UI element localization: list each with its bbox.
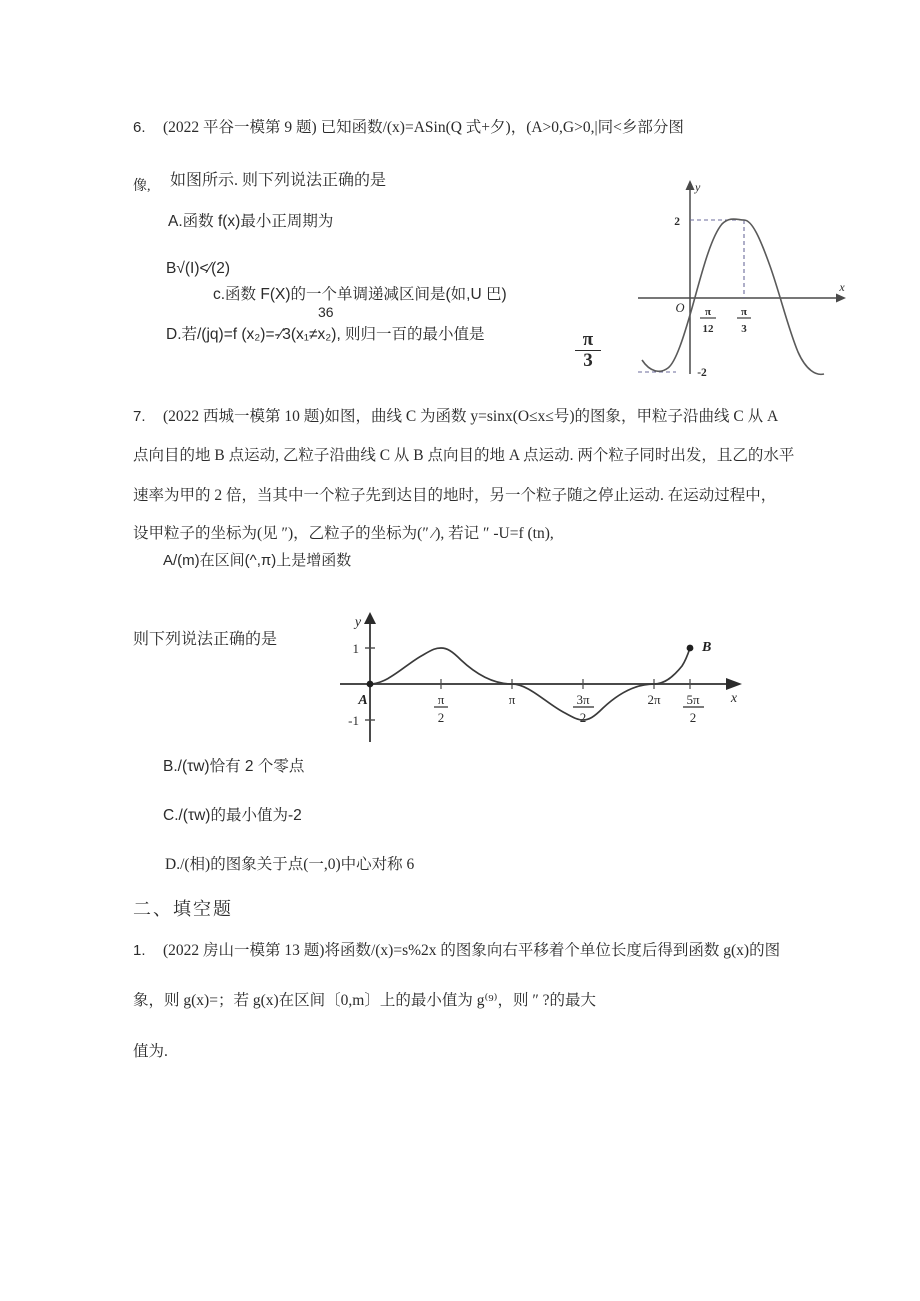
q7-xtick-5pi-over-2 [683, 692, 704, 725]
q7-option-d[interactable]: D./(相)的图象关于点(一,0)中心对称 6 [165, 856, 415, 873]
svg-text:5π: 5π [686, 692, 700, 707]
q6-side-fraction-numerator: π [582, 329, 594, 350]
q7-xtick-pi: π [508, 692, 516, 707]
q6-stem-line2: 如图所示. 则下列说法正确的是 [170, 172, 387, 189]
q7-xtick-2pi: 2π [647, 692, 661, 707]
q7-y-axis-arrow [364, 612, 376, 624]
q6-option-b[interactable]: B√(I)<⁄(2) [166, 260, 231, 277]
fill1-number: 1. [133, 942, 146, 959]
q6-yaxis-label: y [695, 180, 701, 194]
q7-point-a-marker [367, 681, 374, 688]
fill1-line2: 象，则 g(x)=；若 g(x)在区间〔0,m〕上的最小值为 g⁽⁹⁾，则 ″ ?的最大 [133, 992, 597, 1009]
figure-q7-svg [330, 612, 746, 744]
q6-stem-line1: (2022 平谷一模第 9 题) 已知函数/(x)=ASin(Q 式+夕)，(A>0,G>0,|同<乡部分图 [163, 119, 684, 136]
q6-option-a[interactable]: A.函数 f(x)最小正周期为 [168, 213, 334, 230]
q6-side-fraction [575, 330, 601, 371]
svg-text:π: π [740, 306, 748, 318]
q7-xtick-3pi-over-2 [573, 692, 594, 725]
q6-stem-line2-lead: 像, [133, 179, 151, 194]
figure-q6-svg [636, 176, 852, 379]
q7-point-b-label: B [702, 640, 712, 655]
q7-point-b-marker [687, 645, 694, 652]
q6-sine-curve [642, 219, 824, 374]
q7-option-b[interactable]: B./(τw)恰有 2 个零点 [163, 758, 305, 775]
q7-point-a-label: A [358, 693, 368, 708]
q7-xtick-pi-over-2 [434, 692, 448, 725]
svg-text:π: π [437, 692, 445, 707]
svg-text:2: 2 [689, 710, 697, 725]
q7-stem-line2: 点向目的地 B 点运动, 乙粒子沿曲线 C 从 B 点向目的地 A 点运动. 两个粒子同时出发，且乙的水平 [133, 447, 795, 464]
svg-text:3π: 3π [576, 692, 590, 707]
section-heading-fill-in-blank: 二、填空题 [133, 899, 233, 919]
q7-stem-line3: 速率为甲的 2 倍，当其中一个粒子先到达目的地时，另一个粒子随之停止运动. 在运动过程中， [133, 487, 777, 504]
q6-xtick-pi-over-12 [700, 306, 716, 335]
q6-x-axis-arrow [836, 294, 846, 303]
fill1-line1: (2022 房山一模第 13 题)将函数/(x)=s%2x 的图象向右平移着个单位长度后得到函数 g(x)的图 [163, 942, 781, 959]
svg-text:12: 12 [702, 323, 714, 335]
q6-number: 6. [133, 119, 146, 136]
q7-xaxis-label: x [730, 691, 738, 706]
fill1-line3: 值为. [133, 1043, 168, 1060]
q7-ytick-minus1: -1 [348, 713, 359, 728]
svg-text:π: π [704, 306, 712, 318]
q7-x-axis-arrow [726, 678, 742, 690]
q6-ytick-2: 2 [674, 216, 680, 228]
q6-side-fraction-denominator: 3 [575, 350, 601, 371]
q6-option-d[interactable]: D.若/(jq)=f (x₂)=-∕3(x₁≠x₂), 则归一百的最小值是 [166, 326, 485, 343]
svg-text:2: 2 [437, 710, 445, 725]
q6-option-c-subscript: 36 [318, 304, 334, 320]
q6-xtick-pi-over-3 [737, 306, 751, 335]
q6-ytick-minus2: -2 [697, 367, 707, 379]
q6-origin-label: O [675, 301, 685, 315]
svg-text:2: 2 [579, 710, 587, 725]
figure-q6-sine [636, 176, 852, 379]
q7-number: 7. [133, 408, 146, 425]
q7-option-a[interactable]: A/(m)在区间(^,π)上是增函数 [163, 552, 352, 569]
q7-stem-line4: 设甲粒子的坐标为(见 ″)，乙粒子的坐标为(″ ∕), 若记 ″ -U=f (tn), [133, 525, 554, 542]
q6-xaxis-label: x [839, 280, 845, 294]
q7-stem-line1: (2022 西城一模第 10 题)如图，曲线 C 为函数 y=sinx(O≤x≤号)的图象，甲粒子沿曲线 C 从 A [163, 408, 779, 425]
svg-text:3: 3 [741, 323, 747, 335]
q7-yaxis-label: y [354, 615, 362, 630]
q7-option-c[interactable]: C./(τw)的最小值为-2 [163, 807, 302, 824]
figure-q7-sine [330, 612, 746, 744]
q7-lead-text: 则下列说法正确的是 [133, 631, 278, 648]
q6-option-c[interactable]: c.函数 F(X)的一个单调递减区间是(如,U 巴) [213, 286, 507, 303]
q7-ytick-1: 1 [352, 641, 359, 656]
q6-y-axis-arrow [686, 180, 695, 190]
